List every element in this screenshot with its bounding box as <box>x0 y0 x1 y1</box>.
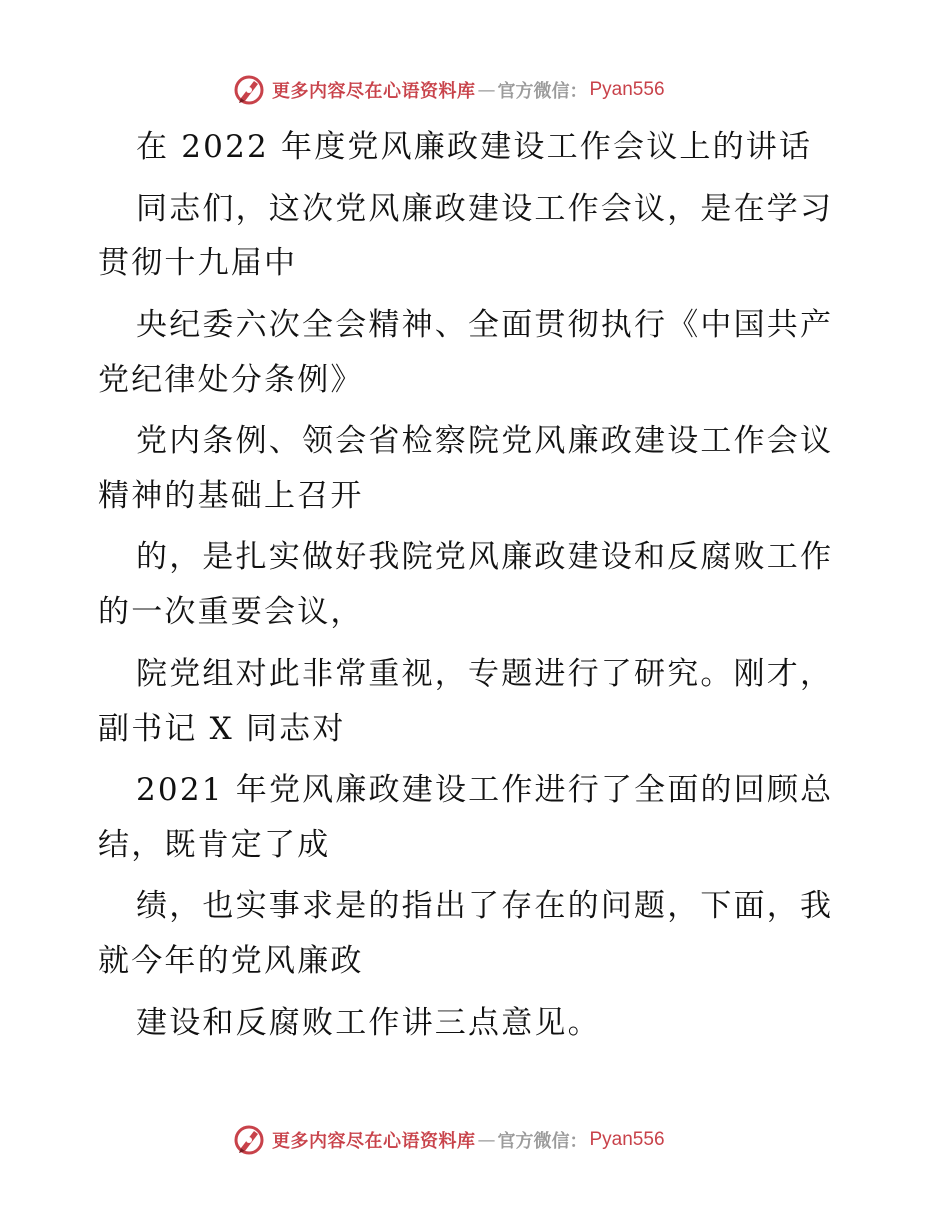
watermark-wechat-label: 官方微信： <box>497 81 588 102</box>
text-line: 精神的基础上召开 <box>98 478 364 514</box>
text-line: 央纪委六次全会精神、全面贯彻执行《中国共产 <box>136 307 834 343</box>
text-line: 就今年的党风廉政 <box>98 943 364 979</box>
text-line: 绩，也实事求是的指出了存在的问题，下面，我 <box>136 888 834 924</box>
text-line: 结，既肯定了成 <box>98 827 331 863</box>
watermark-dash: — <box>477 79 496 101</box>
text-line: 党内条例、领会省检察院党风廉政建设工作会议 <box>136 423 834 459</box>
text-line: 院党组对此非常重视，专题进行了研究。刚才， <box>136 656 834 692</box>
header-watermark <box>232 73 665 107</box>
text-line: 的一次重要会议， <box>98 594 364 630</box>
watermark-dash: — <box>477 1129 496 1151</box>
text-line: 2021 年党风廉政建设工作进行了全面的回顾总 <box>136 772 834 808</box>
watermark-wechat-label: 官方微信： <box>497 1131 588 1152</box>
text-line: 副书记 X 同志对 <box>98 711 346 747</box>
text-line: 建设和反腐败工作讲三点意见。 <box>136 1005 601 1041</box>
pen-logo-icon <box>232 1123 266 1157</box>
watermark-wechat-id: Pyan556 <box>589 1129 665 1150</box>
watermark-text: 更多内容尽在心语资料库 <box>272 81 476 102</box>
text-line: 的，是扎实做好我院党风廉政建设和反腐败工作 <box>136 539 834 575</box>
watermark-text: 更多内容尽在心语资料库 <box>272 1131 476 1152</box>
text-line: 同志们，这次党风廉政建设工作会议，是在学习 <box>136 191 834 227</box>
footer-watermark <box>232 1123 665 1157</box>
pen-logo-icon <box>232 73 266 107</box>
document-title: 在 2022 年度党风廉政建设工作会议上的讲话 <box>136 129 813 165</box>
text-line: 贯彻十九届中 <box>98 245 298 281</box>
text-line: 党纪律处分条例》 <box>98 362 364 398</box>
watermark-wechat-id: Pyan556 <box>589 79 665 100</box>
